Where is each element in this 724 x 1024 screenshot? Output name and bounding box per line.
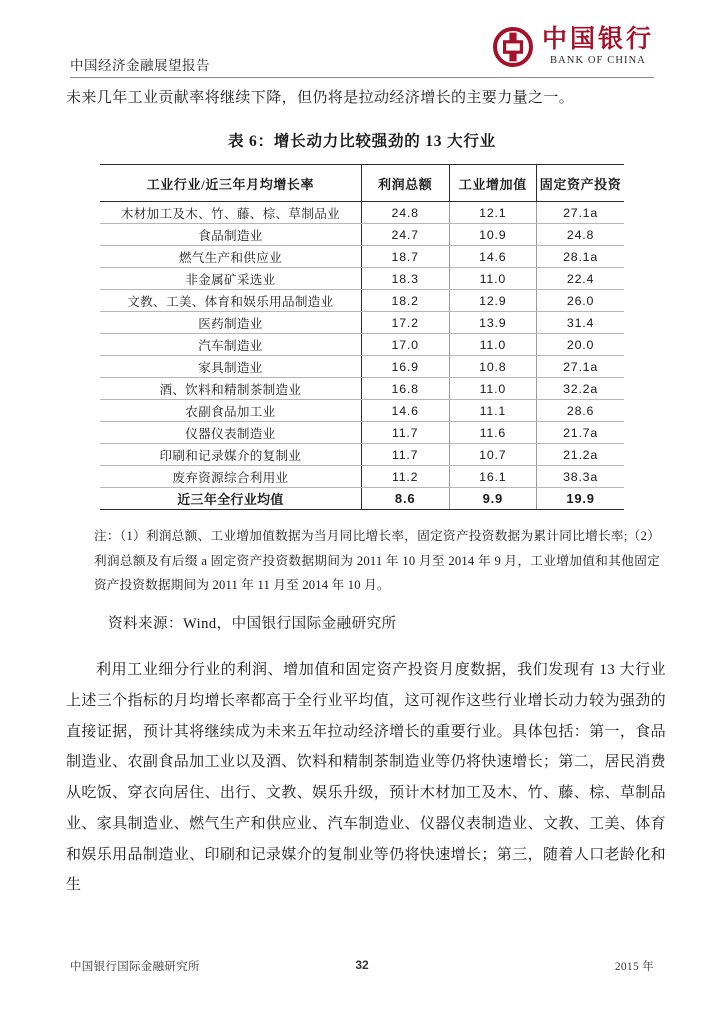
cell-industry: 文教、工美、体育和娱乐用品制造业 [100,290,361,312]
cell-value-added: 10.7 [449,444,537,466]
table-row [100,378,624,400]
table-row [100,268,624,290]
table-row [100,334,624,356]
table-row [100,224,624,246]
table-row [100,246,624,268]
cell-value-added: 12.9 [449,290,537,312]
cell-industry: 燃气生产和供应业 [100,246,361,268]
cell-profit: 18.3 [361,268,449,290]
column-header-fixed-investment: 固定资产投资 [537,165,624,202]
table-row [100,422,624,444]
cell-fixed-investment: 31.4 [537,312,624,334]
cell-value-added: 11.6 [449,422,537,444]
cell-industry: 家具制造业 [100,356,361,378]
cell-value-added: 13.9 [449,312,537,334]
table-row [100,444,624,466]
page-footer [70,958,654,976]
cell-value-added: 11.0 [449,268,537,290]
footer-page-number: 32 [355,958,369,972]
cell-fixed-investment: 21.7a [537,422,624,444]
table-row [100,202,624,224]
cell-profit: 14.6 [361,400,449,422]
industry-growth-table [100,164,624,510]
cell-fixed-investment: 20.0 [537,334,624,356]
cell-profit: 16.8 [361,378,449,400]
cell-value-added: 11.1 [449,400,537,422]
table-row [100,466,624,488]
table-row [100,312,624,334]
cell-profit: 11.2 [361,466,449,488]
report-title: 中国经济金融展望报告 [70,58,210,73]
cell-profit: 18.2 [361,290,449,312]
cell-industry: 农副食品加工业 [100,400,361,422]
page-header [70,22,654,78]
cell-industry: 近三年全行业均值 [100,488,361,510]
boc-chinese-name: 中国银行 [541,26,654,54]
cell-fixed-investment: 28.6 [537,400,624,422]
table-notes: 注：（1）利润总额、工业增加值数据为当月同比增长率，固定资产投资数据为累计同比增长率;（2）利润总额及有后缀 a 固定资产投资数据期间为 2011 年 10 月至 2014 年 9 月，工业增加值和其他固定资产投资数据期间为 2011 年 11 月至 2014 年 10 月。 [94,529,660,593]
footer-institute: 中国银行国际金融研究所 [70,961,200,973]
cell-fixed-investment: 28.1a [537,246,624,268]
cell-fixed-investment: 26.0 [537,290,624,312]
table-row [100,400,624,422]
cell-profit: 24.8 [361,202,449,224]
boc-wordmark [542,27,654,67]
cell-industry: 酒、饮料和精制茶制造业 [100,378,361,400]
table-summary-row [100,488,624,510]
lead-paragraph: 未来几年工业贡献率将继续下降，但仍将是拉动经济增长的主要力量之一。 [66,90,575,106]
cell-value-added: 10.9 [449,224,537,246]
cell-fixed-investment: 24.8 [537,224,624,246]
bank-of-china-logo [493,22,654,72]
cell-value-added: 16.1 [449,466,537,488]
cell-industry: 木材加工及木、竹、藤、棕、草制品业 [100,202,361,224]
cell-profit: 17.0 [361,334,449,356]
cell-value-added: 11.0 [449,334,537,356]
cell-value-added: 10.8 [449,356,537,378]
header-divider [70,77,654,78]
column-header-profit: 利润总额 [361,165,449,202]
column-header-industry: 工业行业/近三年月均增长率 [100,165,361,202]
cell-profit: 11.7 [361,422,449,444]
cell-profit: 24.7 [361,224,449,246]
table-row [100,290,624,312]
cell-profit: 8.6 [361,488,449,510]
table-header-row [100,165,624,202]
cell-industry: 非金属矿采选业 [100,268,361,290]
cell-profit: 18.7 [361,246,449,268]
cell-industry: 汽车制造业 [100,334,361,356]
table-row [100,356,624,378]
cell-fixed-investment: 27.1a [537,356,624,378]
table-caption: 表 6：增长动力比较强劲的 13 大行业 [228,133,496,150]
cell-fixed-investment: 21.2a [537,444,624,466]
cell-profit: 17.2 [361,312,449,334]
cell-profit: 16.9 [361,356,449,378]
cell-value-added: 14.6 [449,246,537,268]
cell-industry: 废弃资源综合利用业 [100,466,361,488]
cell-fixed-investment: 38.3a [537,466,624,488]
cell-profit: 11.7 [361,444,449,466]
table-source: 资料来源：Wind，中国银行国际金融研究所 [108,616,397,632]
cell-industry: 医药制造业 [100,312,361,334]
table-header [100,165,624,202]
cell-value-added: 9.9 [449,488,537,510]
table-body [100,202,624,510]
cell-industry: 印刷和记录媒介的复制业 [100,444,361,466]
cell-fixed-investment: 27.1a [537,202,624,224]
body-paragraph: 利用工业细分行业的利润、增加值和固定资产投资月度数据，我们发现有 13 大行业上述三个指标的月均增长率都高于全行业平均值，这可视作这些行业增长动力较为强劲的直接证据，预计其将继续成为未来五年拉动经济增长的重要行业。具体包括：第一，食品制造业、农副食品加工业以及酒、饮料和精制茶制造业等仍将快速增长；第二，居民消费从吃饭、穿衣向居住、出行、文教、娱乐升级，预计木材加工及木、竹、藤、棕、草制品业、家具制造业、燃气生产和供应业、汽车制造业、仪器仪表制造业、文教、工美、体育和娱乐用品制造业、印刷和记录媒介的复制业等仍将快速增长；第三，随着人口老龄化和生 [66,662,666,894]
cell-value-added: 12.1 [449,202,537,224]
boc-english-name: BANK OF CHINA [550,55,646,67]
cell-industry: 食品制造业 [100,224,361,246]
cell-fixed-investment: 32.2a [537,378,624,400]
cell-fixed-investment: 22.4 [537,268,624,290]
cell-fixed-investment: 19.9 [537,488,624,510]
column-header-value-added: 工业增加值 [449,165,537,202]
cell-value-added: 11.0 [449,378,537,400]
cell-industry: 仪器仪表制造业 [100,422,361,444]
boc-emblem-icon [493,27,533,67]
footer-year: 2015 年 [614,961,654,973]
